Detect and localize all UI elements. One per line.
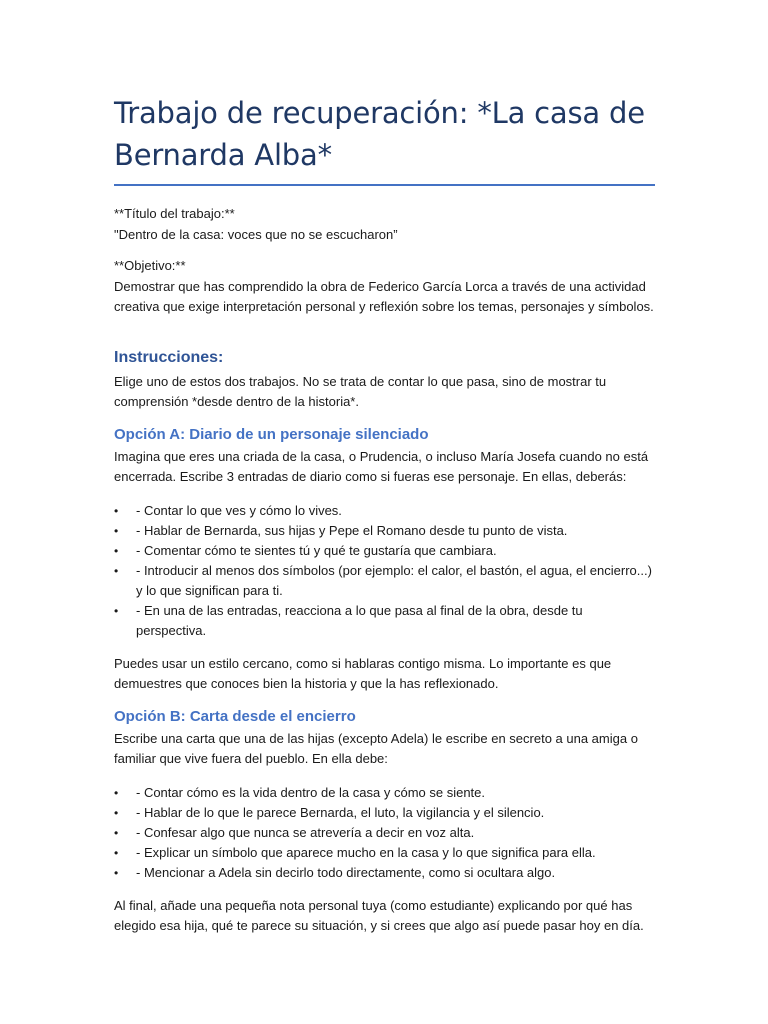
- opcion-b-list: [114, 783, 656, 883]
- instrucciones-heading: Instrucciones:: [114, 348, 224, 366]
- list-item: • - Introducir al menos dos símbolos (por ejemplo: el calor, el bastón, el agua, el encierro...) y lo que significan para ti.: [114, 562, 652, 598]
- bullet-icon: •: [114, 563, 119, 578]
- objetivo-text: Demostrar que has comprendido la obra de Federico García Lorca a través de una actividad creativa que exige interpretación personal y reflexión sobre los temas, personajes y símbolos.: [114, 278, 654, 314]
- objetivo-label: **Objetivo:**: [114, 258, 186, 273]
- bullet-icon: •: [114, 503, 119, 518]
- list-item: • - Contar cómo es la vida dentro de la casa y cómo se siente.: [114, 783, 656, 803]
- bullet-icon: •: [114, 865, 119, 880]
- bullet-icon: •: [114, 603, 119, 618]
- bullet-icon: •: [114, 523, 119, 538]
- list-item: • - Confesar algo que nunca se atrevería a decir en voz alta.: [114, 823, 656, 843]
- list-item: • - Explicar un símbolo que aparece mucho en la casa y lo que significa para ella.: [114, 843, 656, 863]
- bullet-icon: •: [114, 845, 119, 860]
- opcion-a-list: [114, 501, 656, 641]
- opcion-a-closing: Puedes usar un estilo cercano, como si hablaras contigo misma. Lo importante es que demuestres que conoces bien la historia y que la has reflexionado.: [114, 655, 612, 691]
- bullet-icon: •: [114, 825, 119, 840]
- meta-objetivo: [114, 256, 656, 318]
- titulo-value: "Dentro de la casa: voces que no se escucharon”: [114, 226, 398, 242]
- list-item: • - Contar lo que ves y cómo lo vives.: [114, 501, 656, 521]
- opcion-b-intro: Escribe una carta que una de las hijas (excepto Adela) le escribe en secreto a una amiga o familiar que vive fuera del pueblo. En ella debe:: [114, 730, 638, 766]
- bullet-icon: •: [114, 543, 119, 558]
- list-item: • - Hablar de lo que le parece Bernarda, el luto, la vigilancia y el silencio.: [114, 803, 656, 823]
- title-underline: [114, 184, 655, 186]
- list-item: • - En una de las entradas, reacciona a lo que pasa al final de la obra, desde tu perspectiva.: [114, 602, 583, 638]
- list-item: • - Hablar de Bernarda, sus hijas y Pepe el Romano desde tu punto de vista.: [114, 521, 656, 541]
- bullet-icon: •: [114, 805, 119, 820]
- opcion-b-closing: Al final, añade una pequeña nota personal tuya (como estudiante) explicando por qué has elegido esa hija, qué te parece su situación, y si crees que algo así puede pasar hoy en día.: [114, 897, 644, 933]
- opcion-a-heading: Opción A: Diario de un personaje silenciado: [114, 425, 429, 443]
- titulo-label: **Título del trabajo:**: [114, 206, 235, 221]
- list-item: • - Mencionar a Adela sin decirlo todo directamente, como si ocultara algo.: [114, 863, 656, 883]
- list-item: • - Comentar cómo te sientes tú y qué te gustaría que cambiara.: [114, 541, 656, 561]
- document-page: [114, 92, 656, 937]
- document-title: Trabajo de recuperación: *La casa de Bernarda Alba*: [114, 96, 645, 172]
- opcion-a-intro: Imagina que eres una criada de la casa, o Prudencia, o incluso María Josefa cuando no está encerrada. Escribe 3 entradas de diario como si fueras ese personaje. En ellas, deberás:: [114, 448, 649, 484]
- instrucciones-text: Elige uno de estos dos trabajos. No se trata de contar lo que pasa, sino de mostrar tu comprensión *desde dentro de la historia*.: [114, 373, 607, 409]
- opcion-b-heading: Opción B: Carta desde el encierro: [114, 707, 356, 725]
- bullet-icon: •: [114, 785, 119, 800]
- meta-titulo: [114, 204, 656, 245]
